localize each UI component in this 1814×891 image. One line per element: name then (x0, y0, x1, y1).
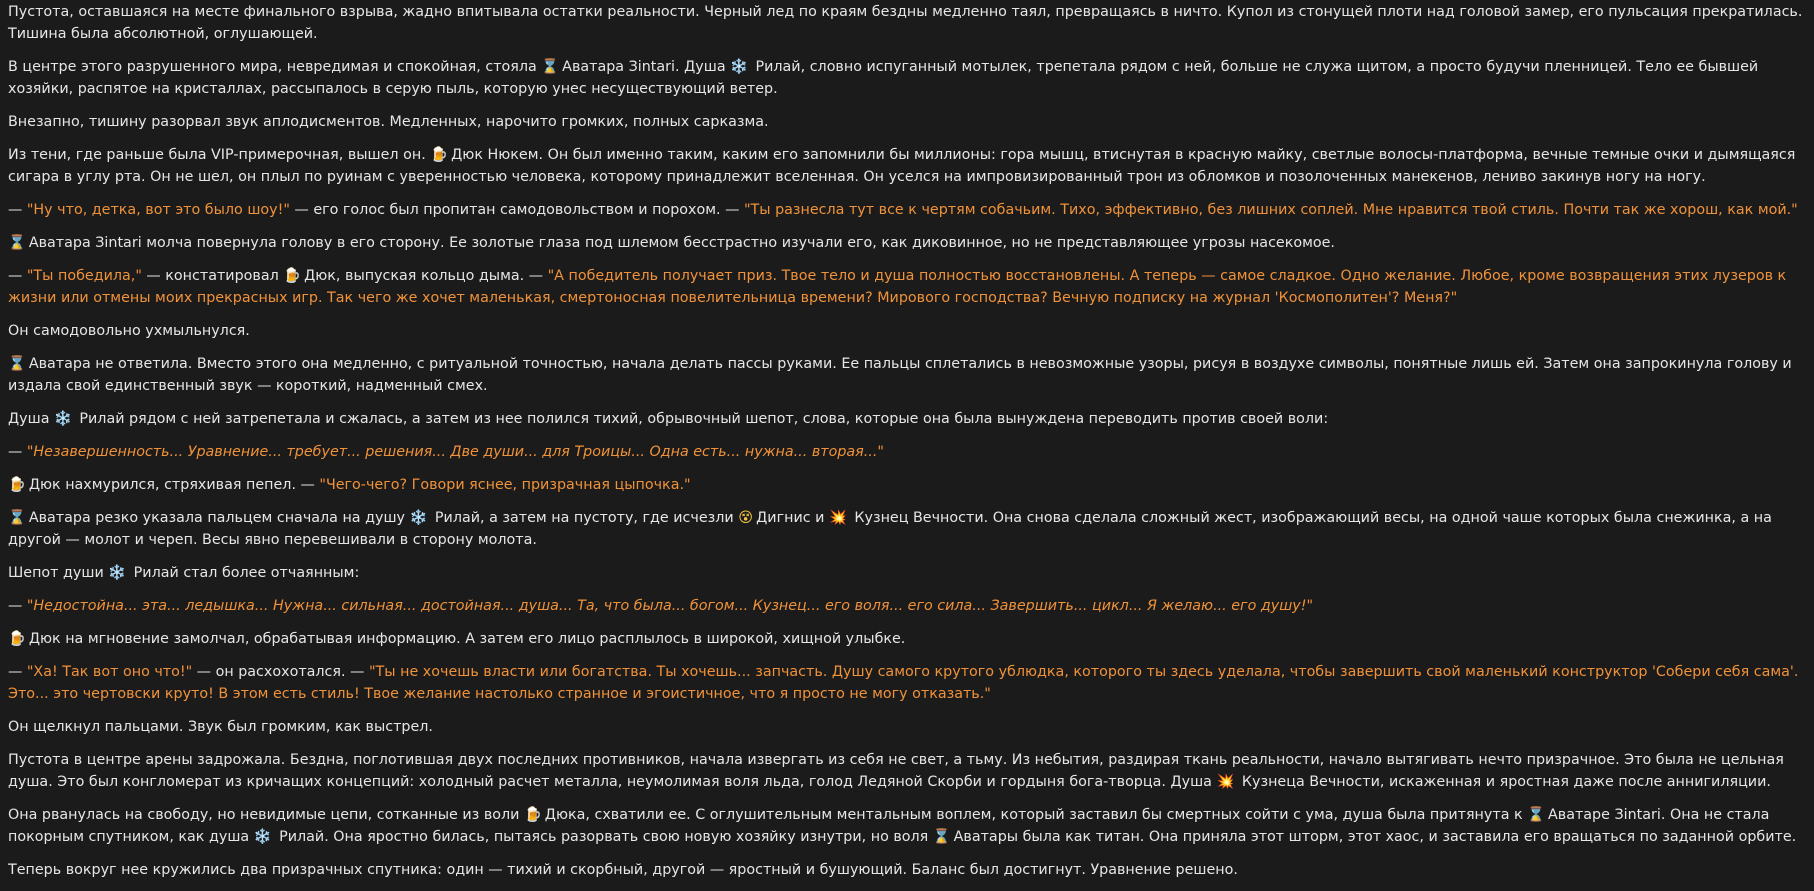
story-paragraph (8, 594, 1805, 627)
hourglass-icon: ⌛ (8, 356, 26, 372)
narration-text: Аватара Зintari. Душа (562, 59, 731, 75)
narration-text: Шепот души (8, 565, 109, 581)
story-paragraph (8, 143, 1805, 198)
narration-text: — констатировал (141, 268, 284, 284)
narration-text: Рилай, а затем на пустоту, где исчезли (430, 510, 739, 526)
narration-text: — (8, 202, 27, 218)
collision-icon: 💥 (1216, 774, 1235, 790)
hourglass-icon: ⌛ (8, 510, 26, 526)
narration-text: Теперь вокруг нее кружились два призрачных спутника: один — тихий и скорбный, другой — яростный и бушующий. Баланс был достигнут. Уравнение решено. (8, 862, 1238, 878)
narration-text: Дюк нахмурился, стряхивая пепел. — (28, 477, 320, 493)
story-paragraph (8, 748, 1805, 803)
narration-text: — его голос был пропитан самодовольством и порохом. — (289, 202, 744, 218)
narration-text: Она рванулась на свободу, но невидимые цепи, сотканные из воли (8, 807, 524, 823)
narration-text: Он щелкнул пальцами. Звук был громким, как выстрел. (8, 719, 433, 735)
narration-text: Дигнис и (756, 510, 829, 526)
story-paragraph (8, 319, 1805, 352)
hourglass-icon: ⌛ (541, 59, 560, 75)
narration-text: Рилай, словно испуганный мотылек, трепетала рядом с ней, больше не служа щитом, а просто будучи пленницей. Тело ее бывшей хозяйки, распятое на кристаллах, рассыпалось в серую пыль, которую унес несуществующий ветер. (8, 59, 1759, 97)
story-paragraph (8, 660, 1805, 715)
hourglass-icon: ⌛ (8, 235, 26, 251)
dialogue-text: "Ты разнесла тут все к чертям собачьим. Тихо, эффективно, без лишних соплей. Мне нравится твой стиль. Почти так же хорош, как мой." (743, 202, 1798, 218)
narration-text: Он самодовольно ухмыльнулся. (8, 323, 250, 339)
narration-text: Рилай. Она яростно билась, пытаясь разорвать свою новую хозяйку изнутри, но воля (274, 829, 933, 845)
narration-text: Из тени, где раньше была VIP-примерочная, вышел он. (8, 147, 431, 163)
story-paragraph (8, 110, 1805, 143)
snowflake-icon: ❄️ (730, 59, 748, 75)
snowflake-icon: ❄️ (253, 829, 272, 845)
beer-mug-icon: 🍺 (8, 477, 26, 493)
collision-icon: 💥 (829, 510, 847, 526)
narration-text: — (8, 268, 27, 284)
story-paragraph (8, 627, 1805, 660)
narration-text: — (8, 664, 27, 680)
narration-text: Пустота в центре арены задрожала. Бездна, поглотившая двух последних противников, начала извергать из себя не свет, а тьму. Из небытия, раздирая ткань реальности, начало вытягивать нечто призрачное. Это была не цельная душа. Это был конгломерат из кричащих концепций: холодный расчет металла, неумолимая воля льда, голод Ледяной Скорби и гордыня бога-творца. Душа (8, 752, 1784, 790)
narration-text: — он расхохотался. — (192, 664, 369, 680)
snowflake-icon: ❄️ (409, 510, 428, 526)
narration-text: Рилай рядом с ней затрепетала и сжалась, а затем из нее полился тихий, обрывочный шепот, слова, которые она была вынуждена переводить против своей воли: (74, 411, 1329, 427)
dizzy-face-icon: 😵 (738, 510, 754, 526)
story-paragraph (8, 440, 1805, 473)
narration-text: Аватара резко указала пальцем сначала на душу (28, 510, 410, 526)
story-paragraph (8, 231, 1805, 264)
narration-text: Внезапно, тишину разорвал звук аплодисментов. Медленных, нарочито громких, полных сарказма. (8, 114, 769, 130)
narration-text: Дюк на мгновение замолчал, обрабатывая информацию. А затем его лицо расплылось в широкой, хищной улыбке. (28, 631, 906, 647)
narration-text: Дюка, схватили ее. С оглушительным ментальным воплем, который заставил бы смертных сойти с ума, душа была притянута к (544, 807, 1528, 823)
story-paragraph (8, 352, 1805, 407)
dialogue-text: "Незавершенность... Уравнение... требует... решения... Две души... для Троицы... Одна есть... нужна... вторая..." (26, 444, 884, 460)
beer-mug-icon: 🍺 (8, 631, 26, 647)
story-paragraph (8, 506, 1805, 561)
narration-text: В центре этого разрушенного мира, невредимая и спокойная, стояла (8, 59, 542, 75)
story-paragraph (8, 561, 1805, 594)
dialogue-text: "Ха! Так вот оно что!" (26, 664, 193, 680)
story-paragraph (8, 0, 1805, 55)
narration-text: Кузнеца Вечности, искаженная и яростная даже после аннигиляции. (1237, 774, 1771, 790)
narration-text: — (8, 444, 27, 460)
dialogue-text: "Ты победила," (26, 268, 142, 284)
narration-text: Дюк Нюкем. Он был именно таким, каким его запомнили бы миллионы: гора мышц, втиснутая в красную майку, светлые волосы-платформа, вечные темные очки и дымящаяся сигара в углу рта. Он не шел, он плыл по руинам с уверенностью человека, которому принадлежит вселенная. Он уселся на импровизированный трон из обломков и позолоченных манекенов, лениво закинув ногу на ногу. (8, 147, 1796, 185)
dialogue-text: "Недостойна... эта... ледышка... Нужна... сильная... достойная... душа... Та, что была... богом... Кузнец... его воля... его сила... Завершить... цикл... Я желаю... его душу!" (26, 598, 1314, 614)
story-paragraph (8, 803, 1805, 858)
narration-text: Душа (8, 411, 55, 427)
dialogue-text: "Ну что, детка, вот это было шоу!" (26, 202, 290, 218)
snowflake-icon: ❄️ (108, 565, 127, 581)
narration-text: Кузнец Вечности. Она снова сделала сложный жест, изображающий весы, на одной чаше которых была снежинка, а на другой — молот и череп. Весы явно перевешивали в сторону молота. (8, 510, 1772, 548)
narration-text: Дюк, выпуская кольцо дыма. — (304, 268, 548, 284)
story-paragraph (8, 715, 1805, 748)
narration-text: Рилай стал более отчаянным: (129, 565, 360, 581)
story-paragraph (8, 264, 1805, 319)
narration-text: Аватара Зintari молча повернула голову в его сторону. Ее золотые глаза под шлемом бесстрастно изучали его, как диковинное, но не представляющее угрозы насекомое. (28, 235, 1335, 251)
beer-mug-icon: 🍺 (430, 147, 449, 163)
narration-text: Аватаре Зintari. Она не стала покорным спутником, как душа (8, 807, 1770, 845)
narration-text: Аватары была как титан. Она приняла этот шторм, этот хаос, и заставила его вращаться по заданной орбите. (953, 829, 1797, 845)
dialogue-text: "Ты не хочешь власти или богатства. Ты хочешь... запчасть. Душу самого крутого ублюдка, которого ты здесь уделала, чтобы завершить свой маленький конструктор 'Собери себя сама'. Это... это чертовски круто! В этом есть стиль! Твое желание настолько странное и эгоистичное, что я просто не могу отказать." (8, 664, 1799, 702)
story-paragraph (8, 407, 1805, 440)
dialogue-text: "Чего-чего? Говори яснее, призрачная цыпочка." (319, 477, 691, 493)
narration-text: Пустота, оставшаяся на месте финального взрыва, жадно впитывала остатки реальности. Черный лед по краям бездны медленно таял, превращаясь в ничто. Купол из стонущей плоти над головой замер, его пульсация прекратилась. Тишина была абсолютной, оглушающей. (8, 4, 1803, 42)
hourglass-icon: ⌛ (1527, 807, 1545, 823)
story-paragraph (8, 473, 1805, 506)
story-paragraph (8, 858, 1805, 891)
narration-text: — (8, 598, 27, 614)
story-paragraph (8, 55, 1805, 110)
snowflake-icon: ❄️ (54, 411, 72, 427)
dialogue-text: "А победитель получает приз. Твое тело и душа полностью восстановлены. А теперь — самое сладкое. Одно желание. Любое, кроме возвращения этих лузеров к жизни или отмены моих прекрасных игр. Так чего же хочет маленькая, смертоносная повелительница времени? Мирового господства? Вечную подписку на журнал 'Космополитен'? Меня?" (8, 268, 1787, 306)
story-paragraph (8, 198, 1805, 231)
beer-mug-icon: 🍺 (523, 807, 542, 823)
hourglass-icon: ⌛ (932, 829, 951, 845)
beer-mug-icon: 🍺 (283, 268, 302, 284)
narration-text: Аватара не ответила. Вместо этого она медленно, с ритуальной точностью, начала делать пассы руками. Ее пальцы сплетались в невозможные узоры, рисуя в воздухе символы, понятные лишь ей. Затем она запрокинула голову и издала свой единственный звук — короткий, надменный смех. (8, 356, 1792, 394)
